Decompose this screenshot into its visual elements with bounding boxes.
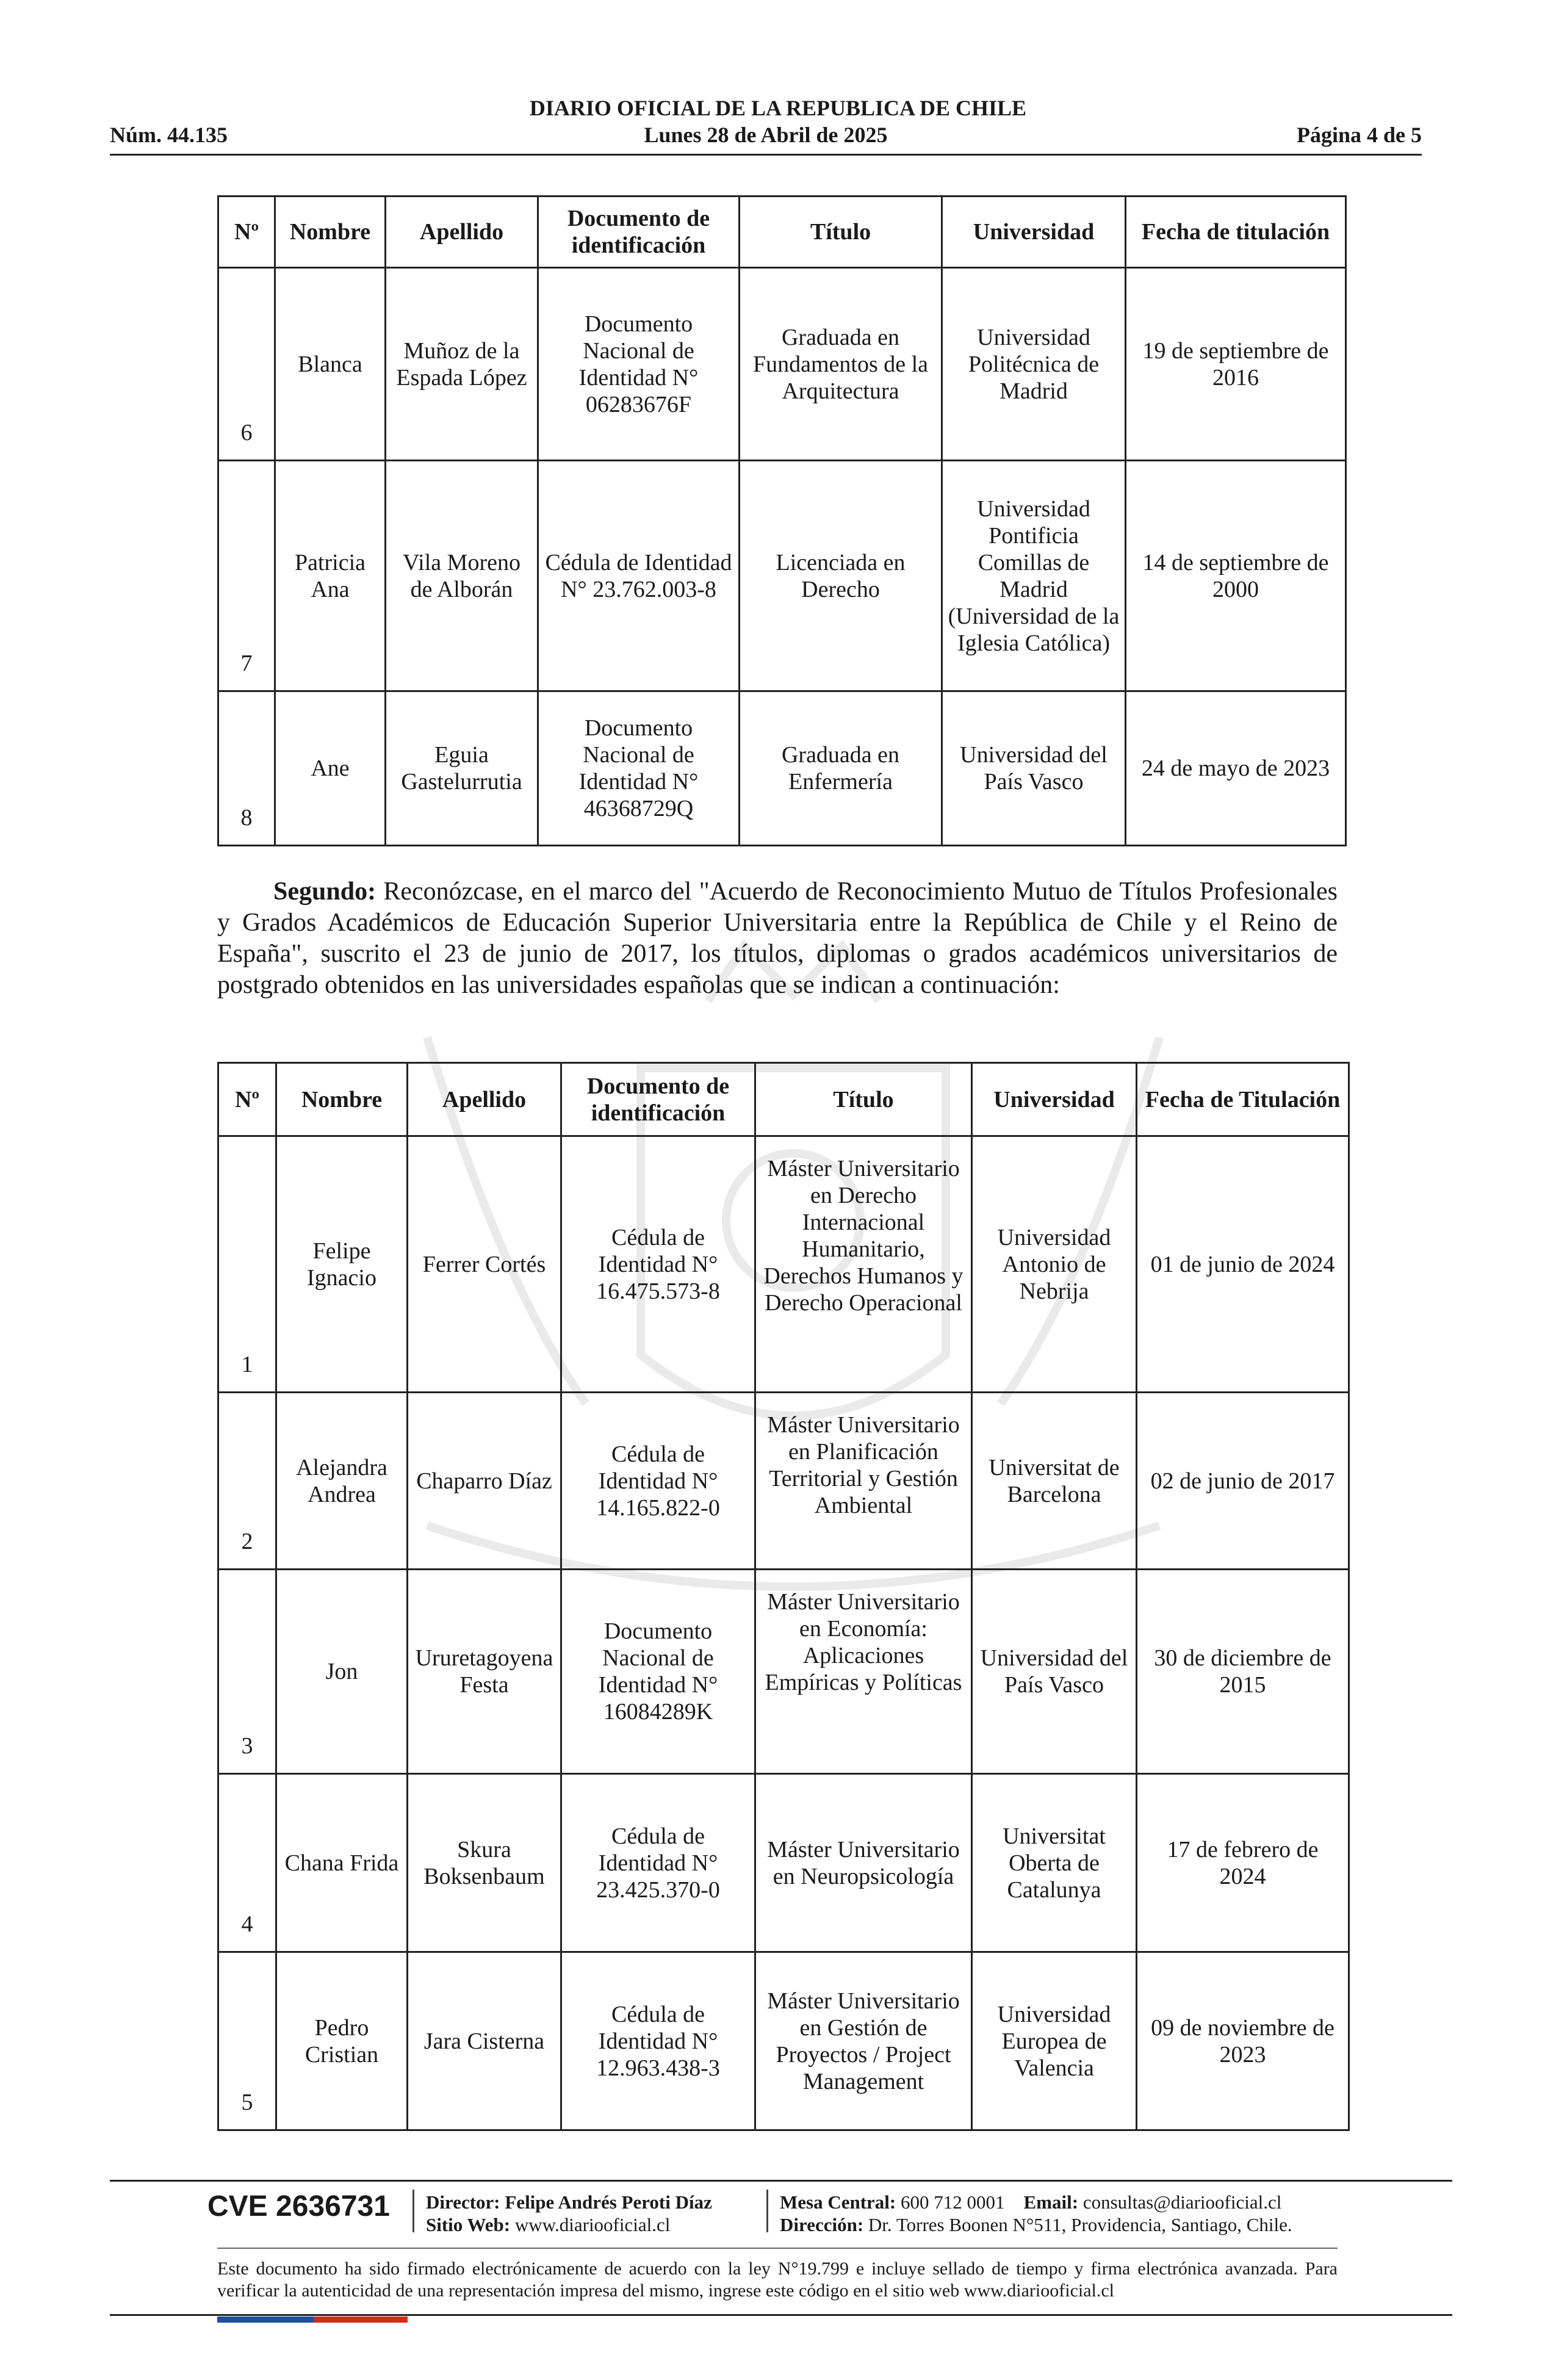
table-header-row: [218, 197, 1346, 268]
cell-name: Ane: [275, 691, 386, 846]
journal-title: DIARIO OFICIAL DE LA REPUBLICA DE CHILE: [529, 96, 1027, 120]
director-label: Director:: [426, 2191, 500, 2213]
table-row: [218, 1570, 1349, 1774]
cell-surname: Muñoz de la Espada López: [386, 268, 538, 461]
cell-id-document: Documento Nacional de Identidad N° 06283676F: [538, 268, 740, 461]
footer-top-rule: [110, 2180, 1452, 2182]
cell-name: Patricia Ana: [275, 461, 386, 691]
segundo-paragraph: [217, 876, 1338, 1001]
cell-surname: Ferrer Cortés: [408, 1136, 561, 1393]
row-number: 7: [218, 461, 275, 691]
email-link[interactable]: consultas@diariooficial.cl: [1082, 2191, 1282, 2213]
cell-id-document: Cédula de Identidad N° 23.762.003-8: [538, 461, 740, 691]
cell-name: Pedro Cristian: [276, 1952, 408, 2130]
cell-title: Graduada en Fundamentos de la Arquitectura: [740, 268, 942, 461]
col-header-title: Título: [755, 1063, 972, 1136]
cell-date: 01 de junio de 2024: [1137, 1136, 1349, 1393]
col-header-date: Fecha de titulación: [1126, 197, 1346, 268]
cell-id-document: Documento Nacional de Identidad N° 46368729Q: [538, 691, 740, 846]
director-name: Felipe Andrés Peroti Díaz: [505, 2191, 712, 2213]
cell-university: Universitat Oberta de Catalunya: [972, 1774, 1137, 1952]
table-row: [218, 1952, 1349, 2130]
cell-title: Máster Universitario en Planificación Territorial y Gestión Ambiental: [755, 1393, 972, 1570]
cell-date: 19 de septiembre de 2016: [1126, 268, 1346, 461]
issue-date: Lunes 28 de Abril de 2025: [644, 123, 888, 147]
col-header-surname: Apellido: [408, 1063, 561, 1136]
col-header-name: Nombre: [275, 197, 386, 268]
cell-name: Felipe Ignacio: [276, 1136, 408, 1393]
cell-title: Licenciada en Derecho: [740, 461, 942, 691]
paragraph-text: Reconózcase, en el marco del "Acuerdo de Reconocimiento Mutuo de Títulos Profesionales y Grados Académicos de Educación Superior Universitaria entre la República de Chile y el Reino de España", suscrito el 23 de junio de 2017, los títulos, diplomas o grados académicos universitarios de postgrado obtenidos en las universidades españolas que se indican a continuación:: [217, 878, 1338, 999]
row-number: 5: [218, 1952, 276, 2130]
cell-surname: Vila Moreno de Alborán: [386, 461, 538, 691]
cell-surname: Ururetagoyena Festa: [408, 1570, 561, 1774]
footer-mid-rule: [217, 2248, 1338, 2249]
row-number: 4: [218, 1774, 276, 1952]
mesa-phone: 600 712 0001: [901, 2191, 1005, 2213]
cell-title: Graduada en Enfermería: [740, 691, 942, 846]
website-label: Sitio Web:: [426, 2214, 511, 2235]
cell-surname: Chaparro Díaz: [408, 1393, 561, 1570]
email-label: Email:: [1023, 2191, 1079, 2213]
col-header-number: Nº: [218, 1063, 276, 1136]
cell-university: Universitat de Barcelona: [972, 1393, 1137, 1570]
cell-id-document: Cédula de Identidad N° 12.963.438-3: [561, 1952, 755, 2130]
table-row: [218, 1393, 1349, 1570]
cell-date: 14 de septiembre de 2000: [1126, 461, 1346, 691]
row-number: 8: [218, 691, 275, 846]
table-row: [218, 1136, 1349, 1393]
cell-id-document: Cédula de Identidad N° 14.165.822-0: [561, 1393, 755, 1570]
table-row: [218, 1774, 1349, 1952]
col-header-date: Fecha de Titulación: [1137, 1063, 1349, 1136]
signature-note: Este documento ha sido firmado electrónicamente de acuerdo con la ley N°19.799 e incluye sellado de tiempo y firma electrónica avanzada. Para verificar la autenticidad de una representación impresa del mismo, ingrese este código en el sitio web www.diariooficial.cl: [217, 2259, 1338, 2301]
col-header-id-document: Documento de identificación: [561, 1063, 755, 1136]
cell-title: Máster Universitario en Neuropsicología: [755, 1774, 972, 1952]
issue-number: Núm. 44.135: [110, 123, 228, 147]
degrees-table-undergrad: [217, 195, 1347, 846]
cell-date: 24 de mayo de 2023: [1126, 691, 1346, 846]
cell-date: 09 de noviembre de 2023: [1137, 1952, 1349, 2130]
cell-name: Chana Frida: [276, 1774, 408, 1952]
cell-university: Universidad Antonio de Nebrija: [972, 1136, 1137, 1393]
col-header-university: Universidad: [942, 197, 1126, 268]
col-header-title: Título: [740, 197, 942, 268]
table-row: [218, 268, 1346, 461]
cell-university: Universidad Europea de Valencia: [972, 1952, 1137, 2130]
row-number: 3: [218, 1570, 276, 1774]
degrees-table-postgrad: [217, 1062, 1350, 2131]
cell-name: Blanca: [275, 268, 386, 461]
footer-bottom-rule: [110, 2314, 1452, 2316]
cell-university: Universidad del País Vasco: [942, 691, 1126, 846]
table-header-row: [218, 1063, 1349, 1136]
cell-title: Máster Universitario en Gestión de Proyectos / Project Management: [755, 1952, 972, 2130]
cell-id-document: Cédula de Identidad N° 23.425.370-0: [561, 1774, 755, 1952]
footer-separator: [766, 2190, 768, 2232]
flag-stripe-blue: [217, 2317, 314, 2323]
website-link[interactable]: www.diariooficial.cl: [514, 2214, 671, 2235]
address-label: Dirección:: [780, 2214, 864, 2235]
address-text: Dr. Torres Boonen N°511, Providencia, Santiago, Chile.: [868, 2214, 1292, 2235]
footer-contact-block: [780, 2191, 1292, 2236]
row-number: 6: [218, 268, 275, 461]
cell-name: Jon: [276, 1570, 408, 1774]
footer-separator: [412, 2190, 414, 2232]
footer-director-block: [426, 2191, 712, 2236]
cell-title: Máster Universitario en Derecho Internacional Humanitario, Derechos Humanos y Derecho Operacional: [755, 1136, 972, 1393]
row-number: 1: [218, 1136, 276, 1393]
cell-date: 17 de febrero de 2024: [1137, 1774, 1349, 1952]
page-indicator: Página 4 de 5: [1296, 123, 1422, 147]
cell-surname: Skura Boksenbaum: [408, 1774, 561, 1952]
cell-university: Universidad del País Vasco: [972, 1570, 1137, 1774]
col-header-university: Universidad: [972, 1063, 1137, 1136]
col-header-id-document: Documento de identificación: [538, 197, 740, 268]
cve-code: CVE 2636731: [207, 2190, 390, 2223]
cell-university: Universidad Politécnica de Madrid: [942, 268, 1126, 461]
cell-date: 30 de diciembre de 2015: [1137, 1570, 1349, 1774]
cell-id-document: Cédula de Identidad N° 16.475.573-8: [561, 1136, 755, 1393]
cell-surname: Eguia Gastelurrutia: [386, 691, 538, 846]
table-row: [218, 461, 1346, 691]
row-number: 2: [218, 1393, 276, 1570]
flag-stripe-red: [314, 2317, 408, 2323]
cell-university: Universidad Pontificia Comillas de Madrid (Universidad de la Iglesia Católica): [942, 461, 1126, 691]
col-header-name: Nombre: [276, 1063, 408, 1136]
table-row: [218, 691, 1346, 846]
paragraph-lead: Segundo:: [273, 878, 376, 906]
col-header-surname: Apellido: [386, 197, 538, 268]
cell-name: Alejandra Andrea: [276, 1393, 408, 1570]
header-divider: [110, 154, 1422, 156]
cell-id-document: Documento Nacional de Identidad N° 16084289K: [561, 1570, 755, 1774]
col-header-number: Nº: [218, 197, 275, 268]
mesa-label: Mesa Central:: [780, 2191, 896, 2213]
cell-title: Máster Universitario en Economía: Aplicaciones Empíricas y Políticas: [755, 1570, 972, 1774]
cell-date: 02 de junio de 2017: [1137, 1393, 1349, 1570]
cell-surname: Jara Cisterna: [408, 1952, 561, 2130]
